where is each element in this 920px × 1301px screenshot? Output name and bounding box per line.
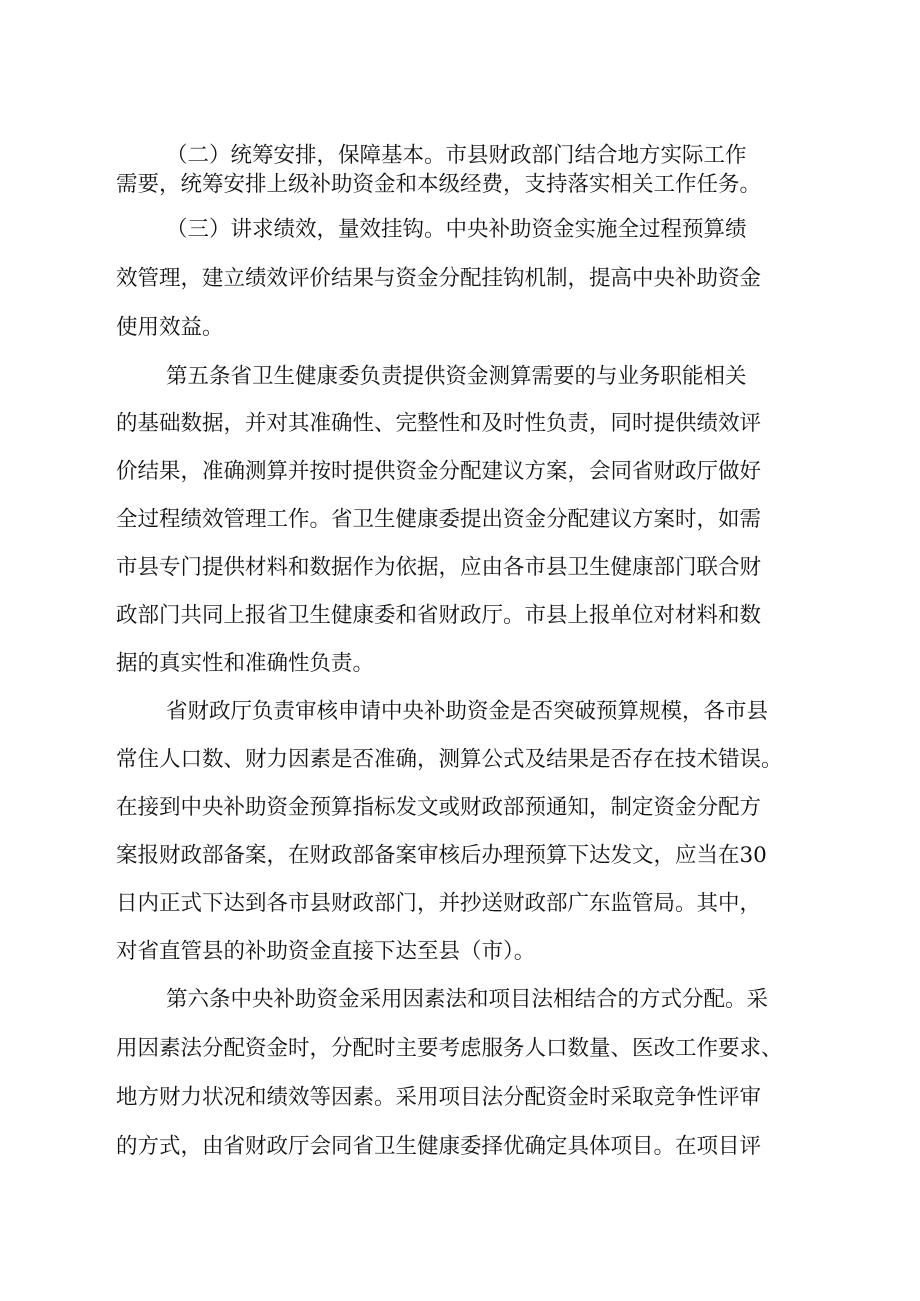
text-line bbox=[0, 838, 920, 874]
text-line bbox=[0, 167, 920, 203]
text-line bbox=[0, 502, 920, 538]
line-text: 市县专门提供材料和数据作为依据，应由各市县卫生健康部门联合财 bbox=[116, 555, 762, 580]
line-text: 的方式，由省财政厅会同省卫生健康委择优确定具体项目。在项目评 bbox=[116, 1134, 762, 1159]
line-text: 常住人口数、财力因素是否准确，测算公式及结果是否存在技术错误。 bbox=[116, 747, 783, 772]
line-text: 政部门共同上报省卫生健康委和省财政厅。市县上报单位对材料和数 bbox=[116, 603, 762, 628]
line-text: 省财政厅负责审核申请中央补助资金是否突破预算规模，各市县 bbox=[166, 699, 769, 724]
line-text: 效管理，建立绩效评价结果与资金分配挂钩机制，提高中央补助资金 bbox=[116, 266, 762, 291]
text-line bbox=[0, 406, 920, 442]
text-line bbox=[0, 359, 920, 395]
line-text: （三）讲求绩效，量效挂钩。中央补助资金实施全过程预算绩 bbox=[166, 217, 747, 242]
text-line bbox=[0, 454, 920, 490]
line-text: 价结果，准确测算并按时提供资金分配建议方案，会同省财政厅做好 bbox=[116, 459, 762, 484]
line-text: 的基础数据，并对其准确性、完整性和及时性负责，同时提供绩效评 bbox=[116, 411, 762, 436]
line-text: 使用效益。 bbox=[116, 315, 224, 340]
text-line bbox=[0, 310, 920, 346]
text-line bbox=[0, 1080, 920, 1116]
text-line bbox=[0, 982, 920, 1018]
line-text: 需要，统筹安排上级补助资金和本级经费，支持落实相关工作任务。 bbox=[116, 172, 762, 197]
line-text: 地方财力状况和绩效等因素。采用项目法分配资金时采取竞争性评审 bbox=[116, 1085, 762, 1110]
text-line bbox=[0, 646, 920, 682]
line-text: 全过程绩效管理工作。省卫生健康委提出资金分配建议方案时，如需 bbox=[116, 507, 762, 532]
line-text: 案报财政部备案，在财政部备案审核后办理预算下达发文，应当在30 bbox=[116, 843, 767, 868]
line-text: 用因素法分配资金时，分配时主要考虑服务人口数量、医改工作要求、 bbox=[116, 1036, 783, 1061]
text-line bbox=[0, 261, 920, 297]
text-line bbox=[0, 742, 920, 778]
line-text: （二）统筹安排，保障基本。市县财政部门结合地方实际工作 bbox=[166, 143, 747, 168]
line-text: 对省直管县的补助资金直接下达至县（市）。 bbox=[116, 939, 536, 964]
line-text: 第五条省卫生健康委负责提供资金测算需要的与业务职能相关 bbox=[166, 364, 747, 389]
text-line bbox=[0, 934, 920, 970]
line-text: 日内正式下达到各市县财政部门，并抄送财政部广东监管局。其中， bbox=[116, 891, 762, 916]
text-line bbox=[0, 790, 920, 826]
text-line bbox=[0, 886, 920, 922]
line-text: 在接到中央补助资金预算指标发文或财政部预通知，制定资金分配方 bbox=[116, 795, 762, 820]
text-line bbox=[0, 212, 920, 248]
text-line bbox=[0, 550, 920, 586]
text-line bbox=[0, 598, 920, 634]
text-line bbox=[0, 694, 920, 730]
line-text: 据的真实性和准确性负责。 bbox=[116, 651, 375, 676]
text-line bbox=[0, 1031, 920, 1067]
line-text: 第六条中央补助资金采用因素法和项目法相结合的方式分配。采 bbox=[166, 987, 769, 1012]
text-line bbox=[0, 1129, 920, 1165]
